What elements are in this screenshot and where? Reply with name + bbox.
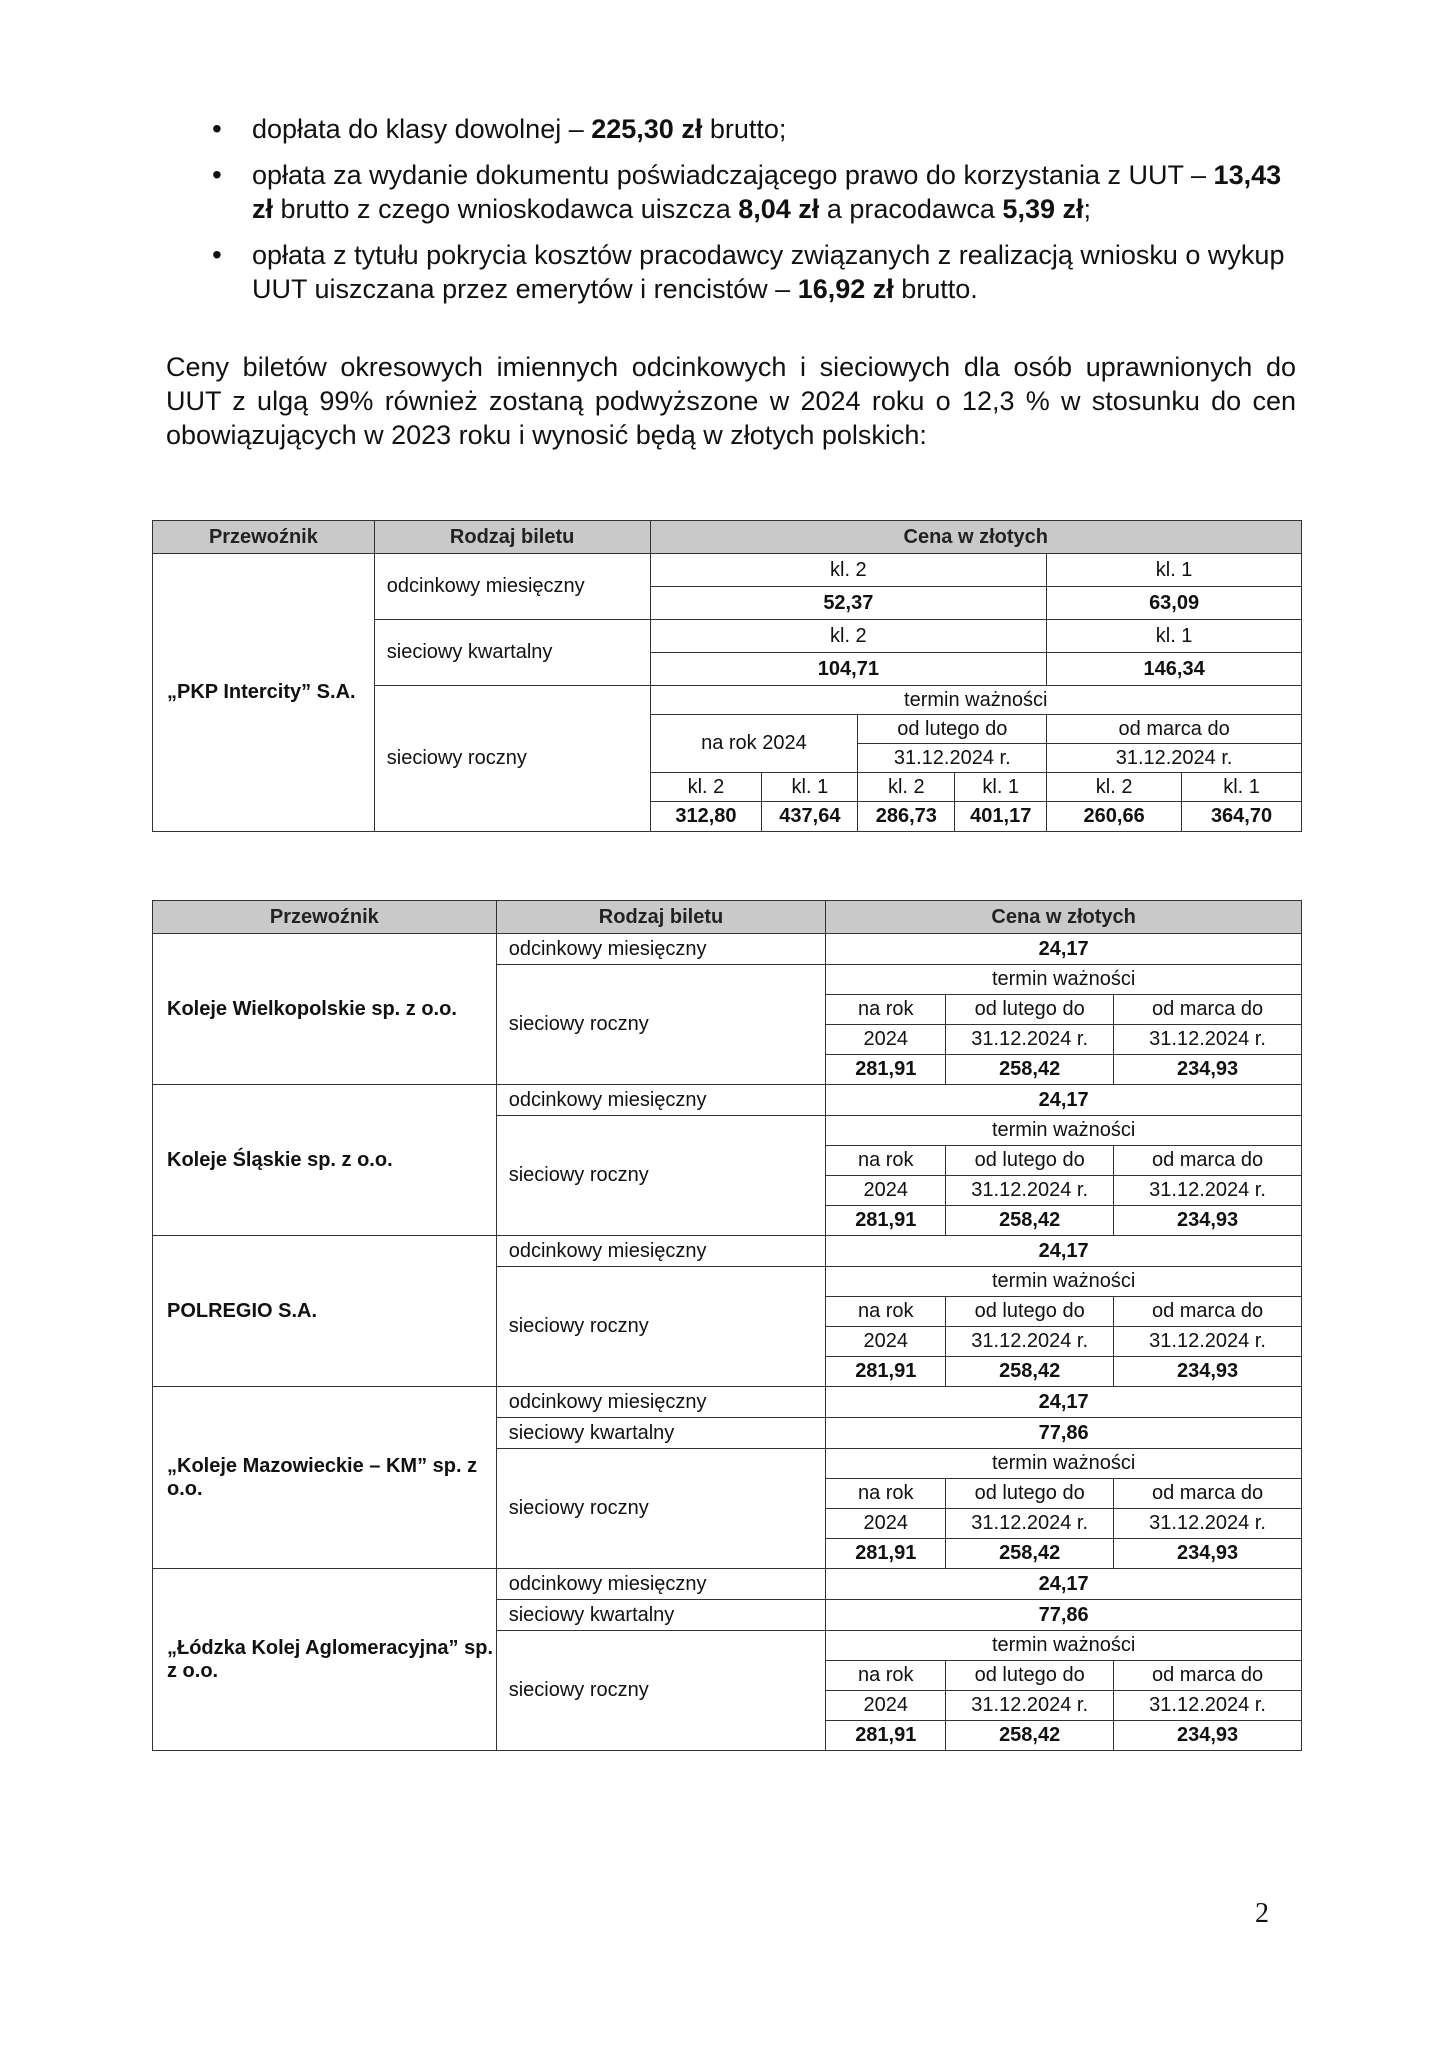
table-row: na rok od lutego do od marca do xyxy=(153,1297,1302,1327)
intro-paragraph: Ceny biletów okresowych imiennych odcinkowych i sieciowych dla osób uprawnionych do UUT z ulgą 99% również zostaną podwyższone w 2024 roku o 12,3 % w stosunku do cen obowiązujących w 2023 roku i wynosić będą w złotych polskich: xyxy=(166,352,1296,450)
table-row: na rok 2024 od lutego do od marca do xyxy=(153,715,1302,744)
header-carrier: Przewoźnik xyxy=(153,521,375,554)
table-row: sieciowy roczny termin ważności xyxy=(153,965,1302,995)
table-row: 2024 31.12.2024 r. 31.12.2024 r. xyxy=(153,1327,1302,1357)
carrier-name: „PKP Intercity” S.A. xyxy=(153,554,375,832)
table-row: sieciowy kwartalny 77,86 xyxy=(153,1418,1302,1449)
regional-carriers-price-table xyxy=(152,900,1302,1751)
table-row: „Łódzka Kolej Aglomeracyjna” sp. z o.o. odcinkowy miesięczny 24,17 xyxy=(153,1569,1302,1600)
carrier-name: POLREGIO S.A. xyxy=(153,1236,497,1387)
table-row: 281,91 258,42 234,93 xyxy=(153,1357,1302,1387)
carrier-name: Koleje Wielkopolskie sp. z o.o. xyxy=(153,934,497,1085)
table-row: na rok od lutego do od marca do xyxy=(153,995,1302,1025)
list-item: • dopłata do klasy dowolnej – 225,30 zł brutto; xyxy=(212,112,1292,146)
table-row: na rok od lutego do od marca do xyxy=(153,1661,1302,1691)
carrier-name: Koleje Śląskie sp. z o.o. xyxy=(153,1085,497,1236)
table-row: sieciowy roczny termin ważności xyxy=(153,1267,1302,1297)
table-header xyxy=(153,521,1302,554)
table-row: kl. 2 kl. 1 kl. 2 kl. 1 kl. 2 kl. 1 xyxy=(153,773,1302,802)
table-row: 2024 31.12.2024 r. 31.12.2024 r. xyxy=(153,1176,1302,1206)
table-row: 281,91 258,42 234,93 xyxy=(153,1055,1302,1085)
table-row: sieciowy roczny termin ważności xyxy=(153,1631,1302,1661)
table-row: sieciowy roczny termin ważności xyxy=(153,1449,1302,1479)
list-item: • opłata za wydanie dokumentu poświadczającego prawo do korzystania z UUT – 13,43 zł brutto z czego wnioskodawca uiszcza 8,04 zł a pracodawca 5,39 zł; xyxy=(212,158,1292,226)
table-row: na rok od lutego do od marca do xyxy=(153,1479,1302,1509)
table-row: 52,37 63,09 xyxy=(153,587,1302,620)
page-number: 2 xyxy=(1255,1898,1269,1929)
table-row: 2024 31.12.2024 r. 31.12.2024 r. xyxy=(153,1025,1302,1055)
header-carrier: Przewoźnik xyxy=(153,901,497,934)
table-row: 281,91 258,42 234,93 xyxy=(153,1206,1302,1236)
list-item: • opłata z tytułu pokrycia kosztów pracodawcy związanych z realizacją wniosku o wykup UUT uiszczana przez emerytów i rencistów – 16,92 zł brutto. xyxy=(212,238,1292,306)
intercity-price-table xyxy=(152,520,1302,832)
table-row: 2024 31.12.2024 r. 31.12.2024 r. xyxy=(153,1509,1302,1539)
table-row: Koleje Śląskie sp. z o.o. odcinkowy miesięczny 24,17 xyxy=(153,1085,1302,1116)
table-row: „PKP Intercity” S.A. odcinkowy miesięczny kl. 2 kl. 1 xyxy=(153,554,1302,587)
table-row: 312,80 437,64 286,73 401,17 260,66 364,70 xyxy=(153,802,1302,832)
table-row: sieciowy kwartalny kl. 2 kl. 1 xyxy=(153,620,1302,653)
table-row: na rok od lutego do od marca do xyxy=(153,1146,1302,1176)
table-row: sieciowy kwartalny 77,86 xyxy=(153,1600,1302,1631)
table-row: 281,91 258,42 234,93 xyxy=(153,1539,1302,1569)
carrier-name: „Łódzka Kolej Aglomeracyjna” sp. z o.o. xyxy=(153,1569,497,1751)
fee-list xyxy=(212,112,1292,318)
header-price: Cena w złotych xyxy=(826,901,1302,934)
table-row: 2024 31.12.2024 r. 31.12.2024 r. xyxy=(153,1691,1302,1721)
table-row: sieciowy roczny termin ważności xyxy=(153,686,1302,715)
table-row: „Koleje Mazowieckie – KM” sp. z o.o. odcinkowy miesięczny 24,17 xyxy=(153,1387,1302,1418)
header-ticket-type: Rodzaj biletu xyxy=(374,521,650,554)
table-row: Koleje Wielkopolskie sp. z o.o. odcinkowy miesięczny 24,17 xyxy=(153,934,1302,965)
table-row: 31.12.2024 r. 31.12.2024 r. xyxy=(153,744,1302,773)
table-row: sieciowy roczny termin ważności xyxy=(153,1116,1302,1146)
table-header xyxy=(153,901,1302,934)
table-row: 281,91 258,42 234,93 xyxy=(153,1721,1302,1751)
header-price: Cena w złotych xyxy=(650,521,1302,554)
table-row: 104,71 146,34 xyxy=(153,653,1302,686)
header-ticket-type: Rodzaj biletu xyxy=(496,901,826,934)
carrier-name: „Koleje Mazowieckie – KM” sp. z o.o. xyxy=(153,1387,497,1569)
table-row: POLREGIO S.A. odcinkowy miesięczny 24,17 xyxy=(153,1236,1302,1267)
